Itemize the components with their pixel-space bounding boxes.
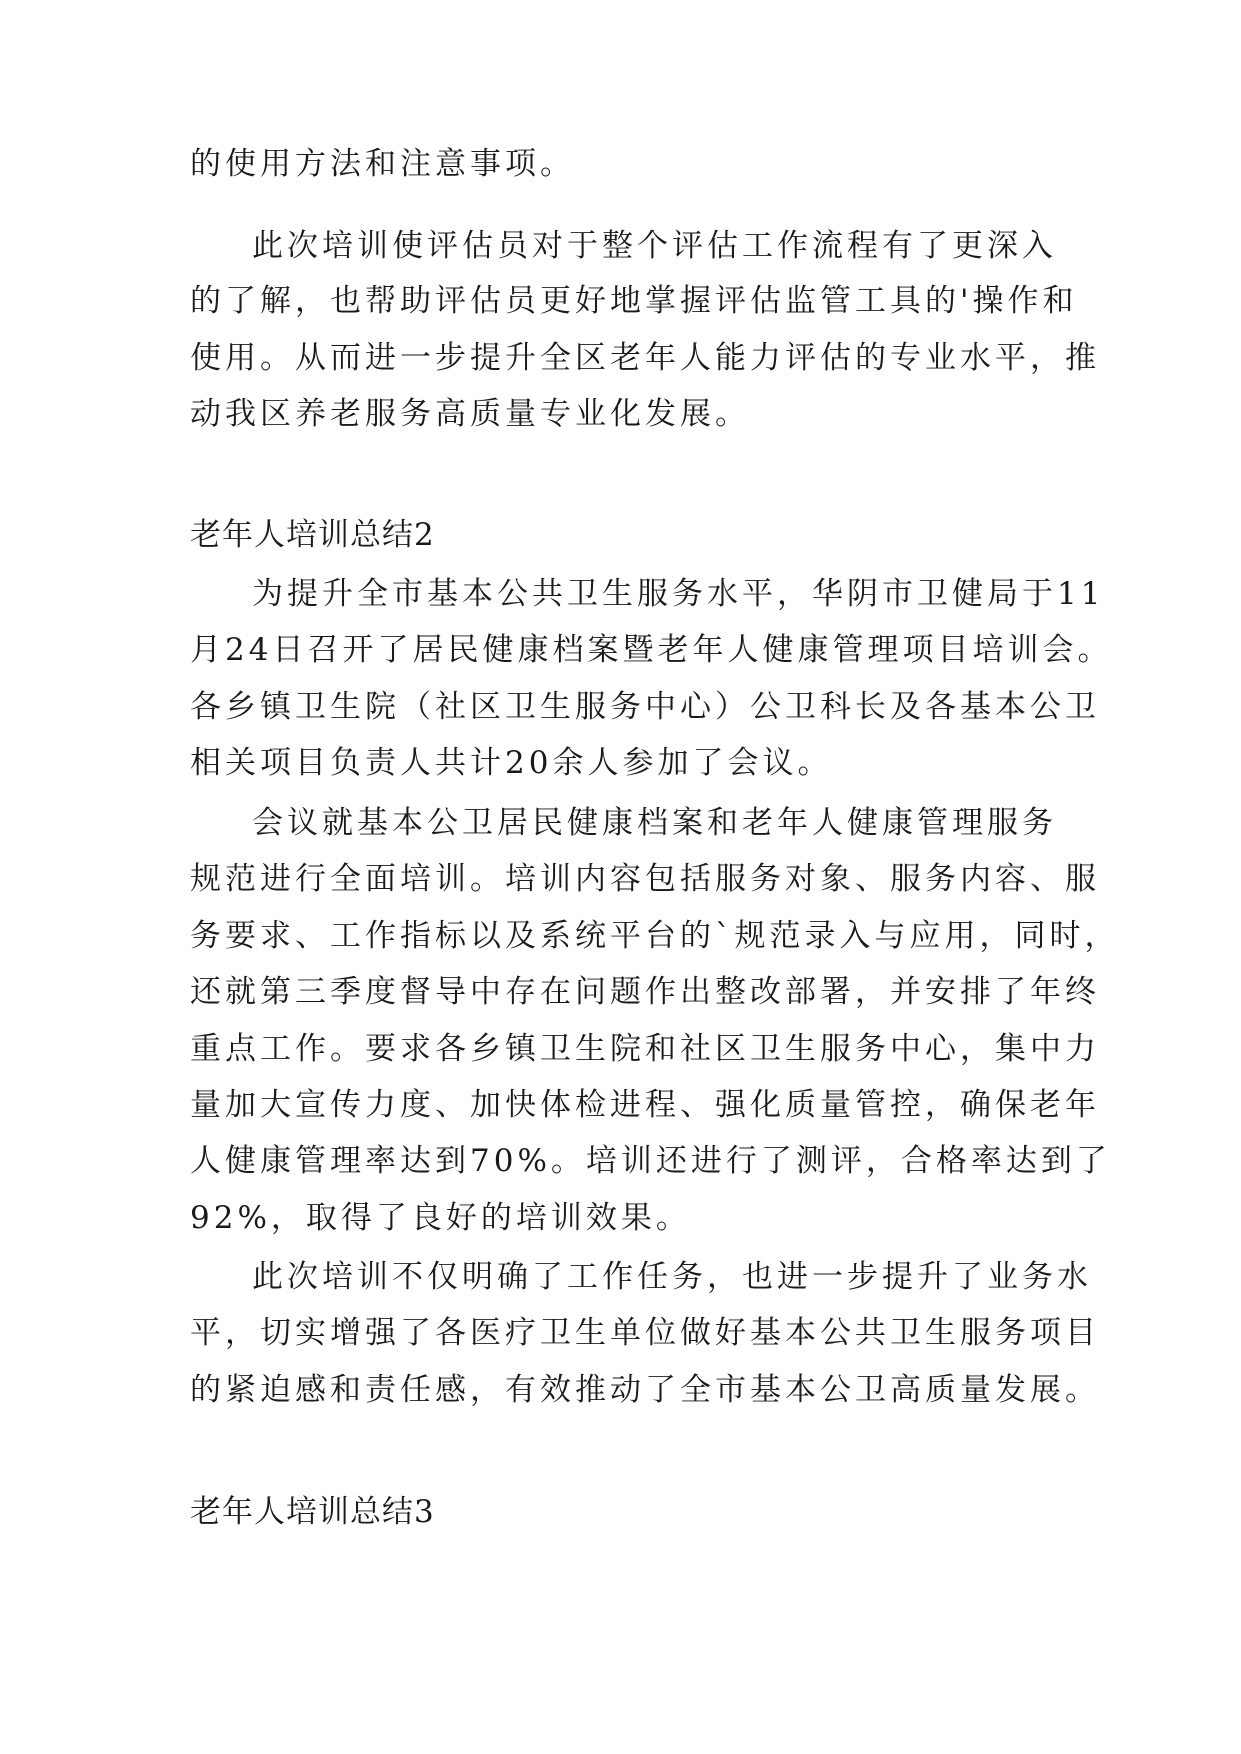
- paragraph-line: 规范进行全面培训。培训内容包括服务对象、服务内容、服: [190, 861, 1100, 897]
- paragraph-line: 还就第三季度督导中存在问题作出整改部署，并安排了年终: [190, 974, 1100, 1010]
- paragraph-line: 务要求、工作指标以及系统平台的`规范录入与应用，同时，: [190, 918, 1120, 954]
- paragraph-line: 此次培训使评估员对于整个评估工作流程有了更深入: [252, 228, 1057, 264]
- paragraph-line: 的了解，也帮助评估员更好地掌握评估监管工具的'操作和: [190, 283, 1078, 319]
- paragraph-line: 月24日召开了居民健康档案暨老年人健康管理项目培训会。: [190, 632, 1113, 668]
- paragraph-line: 各乡镇卫生院（社区卫生服务中心）公卫科长及各基本公卫: [190, 689, 1100, 725]
- section-heading: 老年人培训总结3: [190, 1494, 435, 1530]
- paragraph-line: 量加大宣传力度、加快体检进程、强化质量管控，确保老年: [190, 1087, 1100, 1123]
- paragraph-line: 相关项目负责人共计20余人参加了会议。: [190, 745, 833, 781]
- paragraph-line: 92%，取得了良好的培训效果。: [190, 1200, 691, 1236]
- paragraph-line: 人健康管理率达到70%。培训还进行了测评，合格率达到了: [190, 1143, 1111, 1179]
- paragraph-line: 的紧迫感和责任感，有效推动了全市基本公卫高质量发展。: [190, 1372, 1100, 1408]
- paragraph-line: 重点工作。要求各乡镇卫生院和社区卫生服务中心，集中力: [190, 1031, 1100, 1067]
- paragraph-line: 动我区养老服务高质量专业化发展。: [190, 396, 750, 432]
- paragraph-line: 的使用方法和注意事项。: [190, 146, 575, 182]
- paragraph-line: 平，切实增强了各医疗卫生单位做好基本公共卫生服务项目: [190, 1315, 1100, 1351]
- section-heading: 老年人培训总结2: [190, 517, 435, 553]
- paragraph-line: 会议就基本公卫居民健康档案和老年人健康管理服务: [252, 805, 1057, 841]
- paragraph-line: 使用。从而进一步提升全区老年人能力评估的专业水平，推: [190, 340, 1100, 376]
- paragraph-line: 此次培训不仅明确了工作任务，也进一步提升了业务水: [252, 1259, 1092, 1295]
- paragraph-line: 为提升全市基本公共卫生服务水平，华阴市卫健局于11: [252, 576, 1105, 612]
